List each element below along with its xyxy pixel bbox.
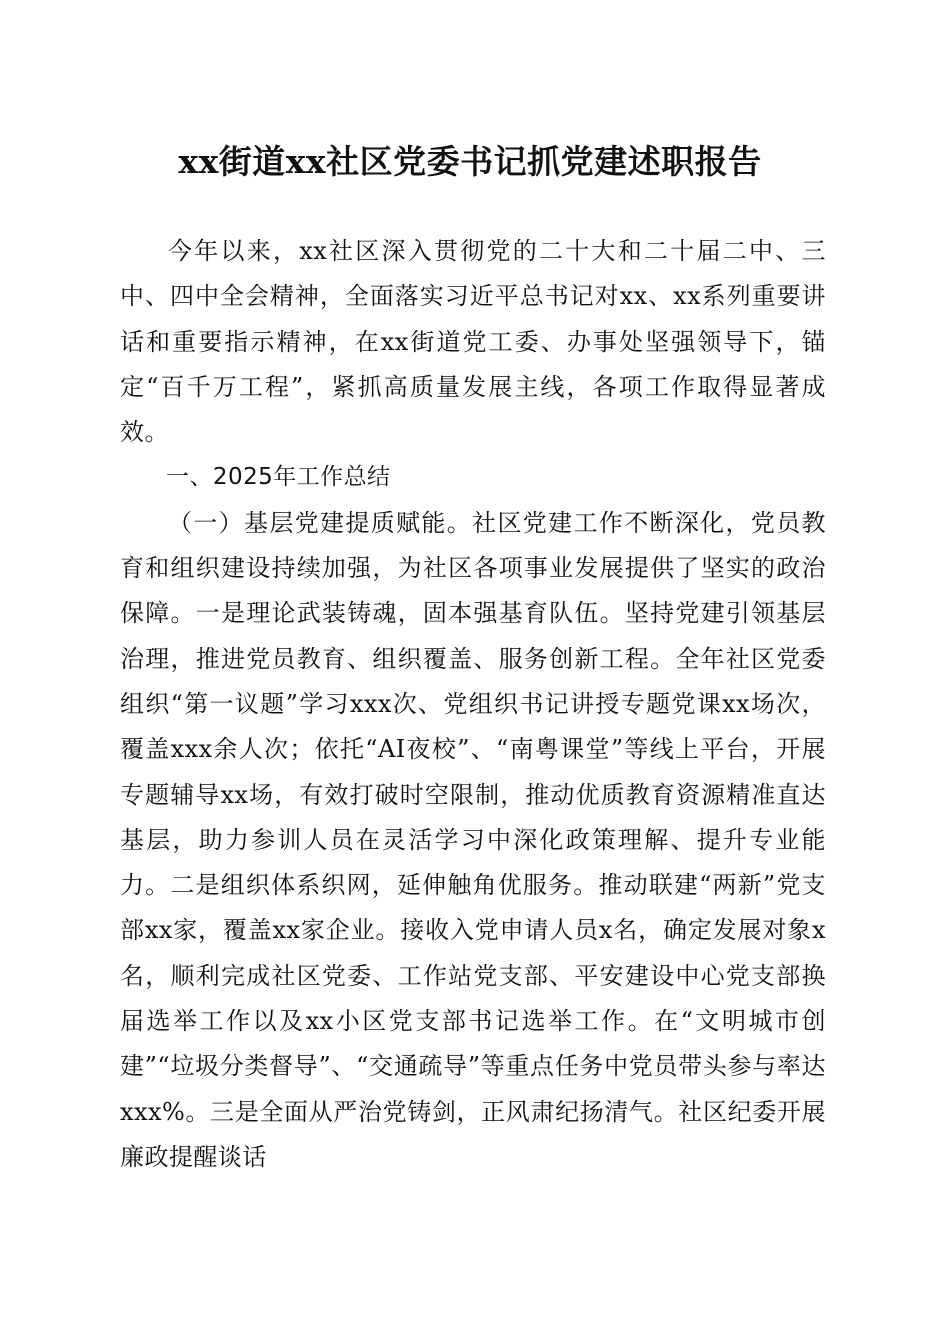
document-body bbox=[120, 229, 826, 1180]
section-heading: 一、2025年工作总结 bbox=[166, 464, 391, 491]
document-title: xx街道xx社区党委书记抓党建述职报告 bbox=[178, 142, 762, 181]
section-paragraph: （一）基层党建提质赋能。社区党建工作不断深化，党员教育和组织建设持续加强，为社区各项事业发展提供了坚实的政治保障。一是理论武装铸魂，固本强基育队伍。坚持党建引领基层治理，推进党员教育、组织覆盖、服务创新工程。全年社区党委组织“第一议题”学习xxx次、党组织书记讲授专题党课xx场次，覆盖xxx余人次；依托“AI夜校”、“南粤课堂”等线上平台，开展专题辅导xx场，有效打破时空限制，推动优质教育资源精准直达基层，助力参训人员在灵活学习中深化政策理解、提升专业能力。二是组织体系织网，延伸触角优服务。推动联建“两新”党支部xx家，覆盖xx家企业。接收入党申请人员x名，确定发展对象x名，顺利完成社区党委、工作站党支部、平安建设中心党支部换届选举工作以及xx小区党支部书记选举工作。在“文明城市创建”“垃圾分类督导”、“交通疏导”等重点任务中党员带头参与率达xxx%。三是全面从严治党铸剑，正风肃纪扬清气。社区纪委开展廉政提醒谈话 bbox=[120, 508, 826, 1171]
intro-paragraph: 今年以来，xx社区深入贯彻党的二十大和二十届二中、三中、四中全会精神，全面落实习近平总书记对xx、xx系列重要讲话和重要指示精神，在xx街道党工委、办事处坚强领导下，锚定“百千万工程”，紧抓高质量发展主线，各项工作取得显著成效。 bbox=[120, 237, 826, 447]
